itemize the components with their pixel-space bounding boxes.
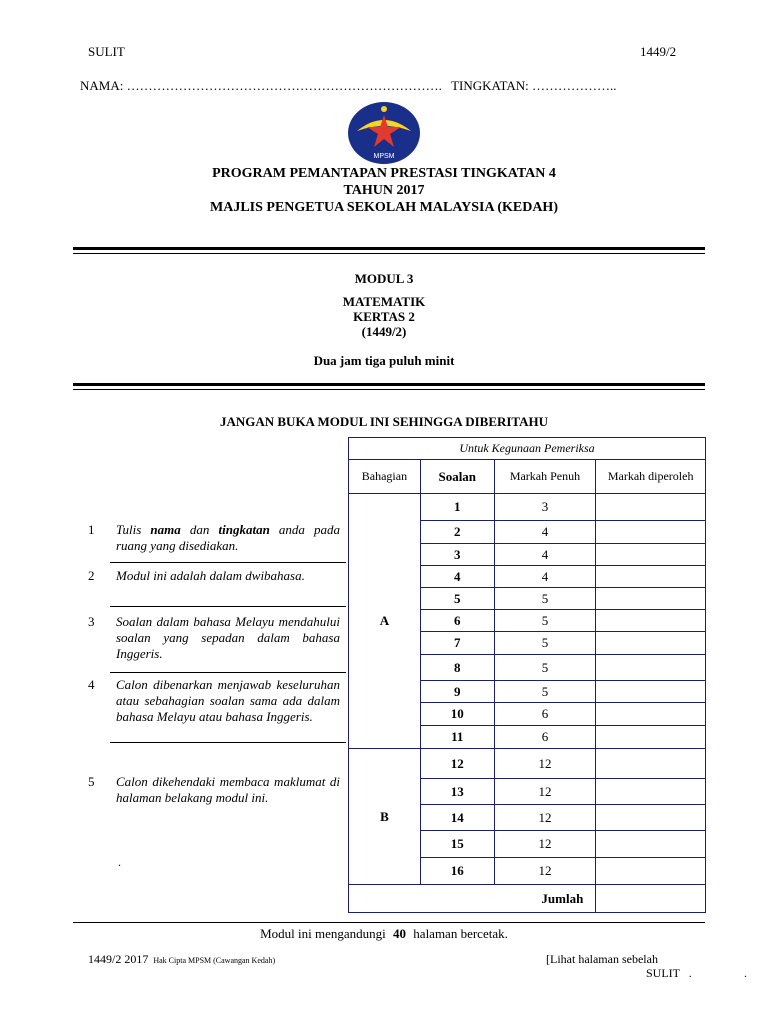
instruction-text: Calon dikehendaki membaca maklumat di halaman belakang modul ini.	[116, 774, 340, 805]
examiner-table	[348, 437, 706, 913]
footer-dot: .	[688, 966, 692, 980]
logo-text: MPSM	[373, 153, 395, 160]
divider-bottom	[73, 922, 705, 923]
instruction-text: Tulis nama dan tingkatan anda pada ruang yang disediakan.	[116, 522, 341, 553]
col-soalan: Soalan	[420, 460, 494, 494]
markah-diperoleh-cell[interactable]	[596, 749, 706, 779]
markah-diperoleh-cell[interactable]	[596, 831, 706, 858]
footer-dot: .	[744, 966, 747, 980]
instruction-number: 4	[88, 677, 95, 692]
soalan-cell: 15	[420, 831, 494, 858]
page-count	[0, 926, 768, 942]
table-row	[349, 749, 706, 779]
markah-diperoleh-cell[interactable]	[596, 521, 706, 544]
markah-penuh-cell: 3	[494, 494, 596, 521]
title-line-1: PROGRAM PEMANTAPAN PRESTASI TINGKATAN 4	[212, 166, 556, 181]
footer-code: 1449/2 2017	[88, 952, 149, 966]
footer-sulit	[646, 966, 692, 981]
markah-diperoleh-cell[interactable]	[596, 858, 706, 885]
table-row	[349, 494, 706, 521]
soalan-cell: 3	[420, 544, 494, 566]
soalan-cell: 9	[420, 681, 494, 703]
markah-diperoleh-cell[interactable]	[596, 681, 706, 703]
markah-penuh-cell: 5	[494, 610, 596, 632]
stray-dot: .	[118, 855, 121, 869]
total-blank	[349, 885, 421, 913]
markah-penuh-cell: 4	[494, 521, 596, 544]
instruction-number: 5	[88, 774, 95, 789]
markah-penuh-cell: 6	[494, 703, 596, 726]
col-bahagian: Bahagian	[349, 460, 421, 494]
module-paper: KERTAS 2	[353, 309, 415, 324]
soalan-cell: 5	[420, 588, 494, 610]
divider-top-thick	[73, 247, 705, 250]
divider-top-thin	[73, 253, 705, 254]
markah-penuh-cell: 12	[494, 858, 596, 885]
divider-mid-thin	[73, 389, 705, 390]
table-caption: Untuk Kegunaan Pemeriksa	[349, 438, 706, 460]
footer-copyright	[88, 952, 275, 967]
markah-penuh-cell: 12	[494, 831, 596, 858]
total-score-cell[interactable]	[596, 885, 706, 913]
markah-diperoleh-cell[interactable]	[596, 726, 706, 749]
markah-penuh-cell: 5	[494, 588, 596, 610]
instruction-separator	[110, 606, 346, 607]
module-name: MODUL 3	[354, 271, 414, 286]
section-cell: B	[349, 749, 421, 885]
header-classification: SULIT	[88, 44, 125, 59]
markah-diperoleh-cell[interactable]	[596, 566, 706, 588]
markah-diperoleh-cell[interactable]	[596, 494, 706, 521]
instruction-separator	[110, 672, 346, 673]
nama-label: NAMA:	[80, 78, 124, 93]
col-markah-penuh: Markah Penuh	[494, 460, 596, 494]
title-line-3: MAJLIS PENGETUA SEKOLAH MALAYSIA (KEDAH)	[210, 200, 558, 215]
markah-penuh-cell: 6	[494, 726, 596, 749]
markah-penuh-cell: 5	[494, 655, 596, 681]
markah-diperoleh-cell[interactable]	[596, 779, 706, 805]
markah-penuh-cell: 12	[494, 749, 596, 779]
tingkatan-dots: ………………..	[532, 78, 617, 93]
soalan-cell: 16	[420, 858, 494, 885]
markah-diperoleh-cell[interactable]	[596, 805, 706, 831]
nama-dots: ……………………………………………………………….	[126, 78, 442, 93]
instruction-text: Modul ini adalah dalam dwibahasa.	[116, 568, 305, 583]
tingkatan-label: TINGKATAN:	[451, 78, 529, 93]
markah-diperoleh-cell[interactable]	[596, 588, 706, 610]
markah-penuh-cell: 12	[494, 805, 596, 831]
module-duration: Dua jam tiga puluh minit	[313, 353, 455, 368]
next-page-note: [Lihat halaman sebelah	[546, 952, 658, 966]
markah-diperoleh-cell[interactable]	[596, 703, 706, 726]
markah-diperoleh-cell[interactable]	[596, 655, 706, 681]
markah-penuh-cell: 4	[494, 566, 596, 588]
section-cell: A	[349, 494, 421, 749]
markah-diperoleh-cell[interactable]	[596, 544, 706, 566]
nama-field	[80, 78, 617, 94]
instruction-text: Calon dibenarkan menjawab keseluruhan atau sebahagian soalan sama ada dalam bahasa Melayu atau bahasa Inggeris.	[116, 677, 340, 724]
module-subject: MATEMATIK	[342, 294, 426, 309]
page-count-pre: Modul ini mengandungi	[260, 926, 386, 941]
mpsm-logo	[347, 101, 421, 165]
soalan-cell: 1	[420, 494, 494, 521]
markah-diperoleh-cell[interactable]	[596, 610, 706, 632]
warning-text: JANGAN BUKA MODUL INI SEHINGGA DIBERITAHU	[219, 414, 549, 429]
markah-penuh-cell: 5	[494, 632, 596, 655]
page-count-number: 40	[393, 926, 407, 941]
col-markah-diperoleh: Markah diperoleh	[596, 460, 706, 494]
soalan-cell: 13	[420, 779, 494, 805]
soalan-cell: 10	[420, 703, 494, 726]
soalan-cell: 12	[420, 749, 494, 779]
page-count-post: halaman bercetak.	[413, 926, 508, 941]
instruction-number: 3	[88, 614, 95, 629]
footer-copyright-text: Hak Cipta MPSM (Cawangan Kedah)	[153, 956, 276, 965]
soalan-cell: 2	[420, 521, 494, 544]
markah-penuh-cell: 4	[494, 544, 596, 566]
instruction-separator	[110, 742, 346, 743]
instruction-text: Soalan dalam bahasa Melayu mendahului soalan yang sepadan dalam bahasa Inggeris.	[116, 614, 340, 661]
soalan-cell: 14	[420, 805, 494, 831]
title-line-2: TAHUN 2017	[343, 183, 425, 198]
markah-penuh-cell: 5	[494, 681, 596, 703]
divider-mid-thick	[73, 383, 705, 386]
instruction-number: 1	[88, 522, 95, 537]
header-code: 1449/2	[640, 44, 677, 59]
instruction-separator	[110, 562, 346, 563]
instruction-number: 2	[88, 568, 95, 583]
soalan-cell: 6	[420, 610, 494, 632]
markah-diperoleh-cell[interactable]	[596, 632, 706, 655]
soalan-cell: 7	[420, 632, 494, 655]
soalan-cell: 4	[420, 566, 494, 588]
module-code: (1449/2)	[361, 324, 407, 339]
module-subject-block	[0, 294, 768, 339]
program-title	[0, 165, 768, 216]
footer-sulit-text: SULIT	[646, 966, 680, 980]
total-label: Jumlah	[420, 885, 595, 913]
soalan-cell: 11	[420, 726, 494, 749]
markah-penuh-cell: 12	[494, 779, 596, 805]
soalan-cell: 8	[420, 655, 494, 681]
